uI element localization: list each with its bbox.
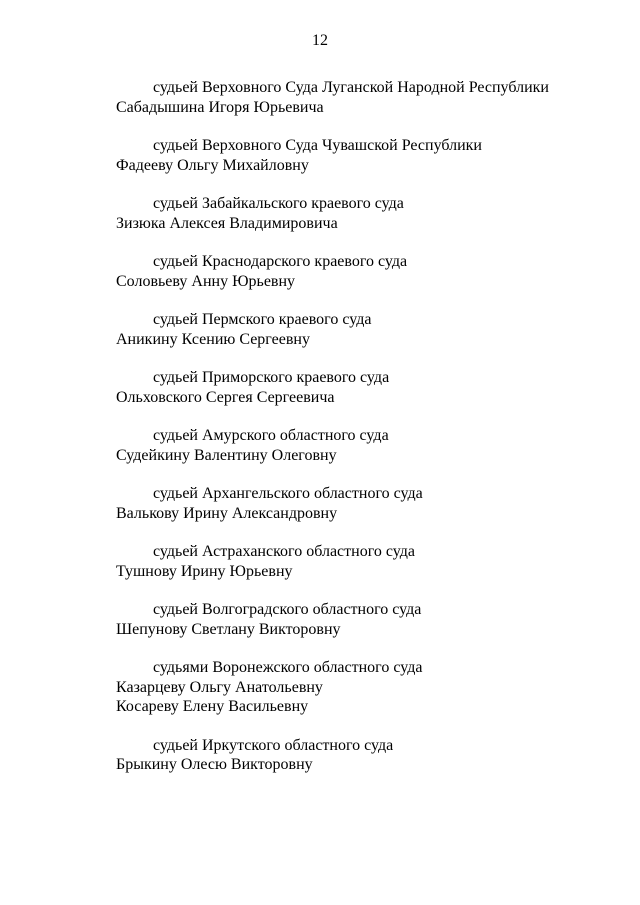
court-line: судьей Верховного Суда Чувашской Республики xyxy=(153,137,482,154)
judge-name: Судейкину Валентину Олеговну xyxy=(116,446,337,464)
court-line: судьей Иркутского областного суда xyxy=(153,736,394,754)
court-line: судьей Забайкальского краевого суда xyxy=(153,195,404,212)
appointment-entry xyxy=(116,658,616,717)
court-line: судьей Астраханского областного суда xyxy=(153,543,415,560)
judge-name: Соловьеву Анну Юрьевну xyxy=(116,272,296,290)
court-line: судьей Волгоградского областного суда xyxy=(153,601,422,618)
appointment-entry xyxy=(116,194,616,233)
court-line: судьей Приморского краевого суда xyxy=(153,369,390,386)
appointment-entry xyxy=(116,252,616,291)
judge-name: Зизюка Алексея Владимировича xyxy=(116,214,338,232)
appointment-list xyxy=(116,78,616,794)
appointment-entry xyxy=(116,136,616,175)
judge-name: Сабадышина Игоря Юрьевича xyxy=(116,98,324,116)
appointment-entry xyxy=(116,542,616,581)
judge-name: Казарцеву Ольгу Анатольевну xyxy=(116,678,323,696)
appointment-entry xyxy=(116,600,616,639)
court-line: судьей Архангельского областного суда xyxy=(153,485,423,502)
judge-name: Валькову Ирину Александровну xyxy=(116,504,338,522)
judge-name: Аникину Ксению Сергеевну xyxy=(116,330,310,348)
judge-name: Брыкину Олесю Викторовну xyxy=(116,756,313,773)
appointment-entry xyxy=(116,78,616,117)
court-line: судьями Воронежского областного суда xyxy=(153,659,423,676)
court-line: судьей Амурского областного суда xyxy=(153,427,389,444)
judge-name: Шепунову Светлану Викторовну xyxy=(116,620,341,638)
judge-name: Фадееву Ольгу Михайловну xyxy=(116,156,309,174)
appointment-entry xyxy=(116,368,616,407)
appointment-entry xyxy=(116,310,616,349)
judge-name: Косареву Елену Васильевну xyxy=(116,698,309,715)
judge-name: Тушнову Ирину Юрьевну xyxy=(116,562,293,580)
appointment-entry xyxy=(116,484,616,523)
appointment-entry xyxy=(116,426,616,465)
court-line: судьей Верховного Суда Луганской Народной Республики xyxy=(153,79,549,96)
court-line: судьей Краснодарского краевого суда xyxy=(153,253,408,270)
judge-name: Ольховского Сергея Сергеевича xyxy=(116,388,335,406)
appointment-entry xyxy=(116,736,616,775)
page-number: 12 xyxy=(312,32,328,49)
court-line: судьей Пермского краевого суда xyxy=(153,311,372,328)
